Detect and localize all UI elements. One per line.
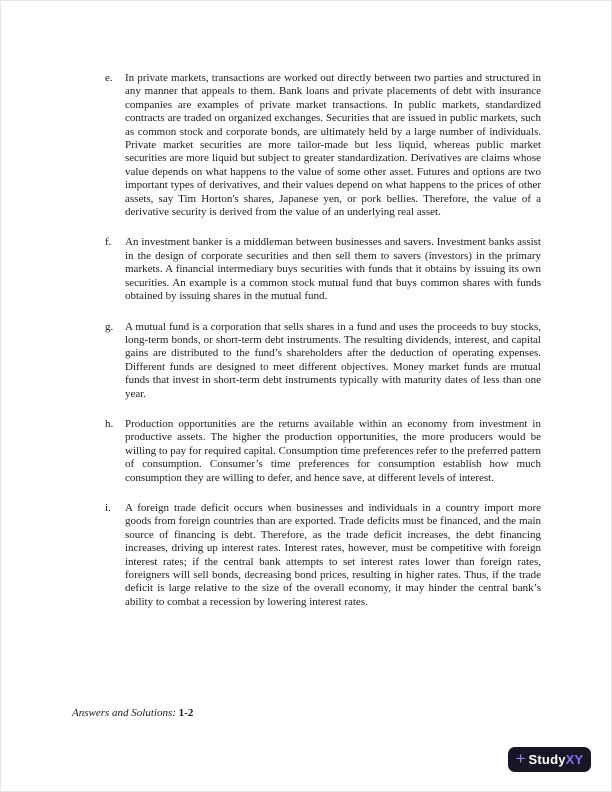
answers-list [105, 72, 541, 626]
studyxy-logo [508, 747, 591, 772]
paragraph-label: h. [105, 417, 114, 430]
paragraph-text: A foreign trade deficit occurs when businesses and individuals in a country import more goods from foreign countries than are exported. Trade deficits must be financed, and the main source of financing is debt. Therefore, as the trade deficit increases, the debt financing increases, driving up interest rates. Interest rates, however, must be competitive with foreign interest rates; if the central bank attempts to set interest rates lower than foreign rates, foreigners will sell bonds, decreasing bond prices, resulting in higher rates. Thus, if the trade deficit is large relative to the size of the overall economy, it may hinder the central bank’s ability to combat a recession by lowering interest rates. [125, 501, 541, 608]
paragraph-g [105, 321, 541, 401]
paragraph-text: Production opportunities are the returns available within an economy from investment in productive assets. The higher the production opportunities, the more producers would be willing to pay for required capital. Consumption time preferences refer to the preferred pattern of consumption. Consumer’s time preferences for consumption establish how much consumption they are willing to defer, and hence save, at different levels of interest. [125, 417, 542, 484]
paragraph-text: In private markets, transactions are worked out directly between two parties and structured in any manner that appeals to them. Bank loans and private placements of debt with insurance companies are examples of private market transactions. In public markets, standardized contracts are traded on organized exchanges. Securities that are issued in public markets, such as common stock and corporate bonds, are ultimately held by a large number of individuals. Private market securities are more tailor-made but less liquid, whereas public market securities are more liquid but subject to greater standardization. Derivatives are claims whose value depends on what happens to the value of some other asset. Futures and options are two important types of derivatives, and their values depend on what happens to the prices of other assets, say Tim Horton's shares, Japanese yen, or pork bellies. Therefore, the value of a derivative security is derived from the value of an underlying real asset. [125, 72, 541, 219]
paragraph-label: f. [105, 236, 112, 249]
footer-label: Answers and Solutions: [72, 707, 176, 719]
paragraph-i [105, 502, 541, 609]
logo-brand-accent-text: XY [565, 752, 584, 767]
paragraph-text: An investment banker is a middleman between businesses and savers. Investment banks assist in the design of corporate securities and then sell them to savers (investors) in the primary markets. A financial intermediary buys securities with funds that it obtains by issuing its own securities. An example is a common stock mutual fund that buys common shares with funds obtained by issuing shares in the mutual fund. [125, 236, 541, 303]
plus-icon: + [515, 749, 526, 768]
paragraph-h [105, 418, 541, 485]
paragraph-label: e. [105, 72, 113, 84]
paragraph-label: i. [105, 501, 111, 514]
paragraph-e [105, 72, 541, 219]
page-footer [72, 706, 193, 720]
paragraph-text: A mutual fund is a corporation that sells shares in a fund and uses the proceeds to buy stocks, long-term bonds, or short-term debt instruments. The resulting dividends, interest, and capital gains are distributed to the fund’s shareholders after the deduction of operating expenses. Different funds are designed to meet different objectives. Money market funds are mutual funds that invest in short-term debt instruments typically with maturity dates of less than one year. [125, 320, 541, 400]
paragraph-f [105, 236, 541, 303]
logo-brand-text: Study [528, 752, 566, 767]
footer-page-number: 1-2 [178, 707, 194, 719]
paragraph-label: g. [105, 320, 114, 333]
